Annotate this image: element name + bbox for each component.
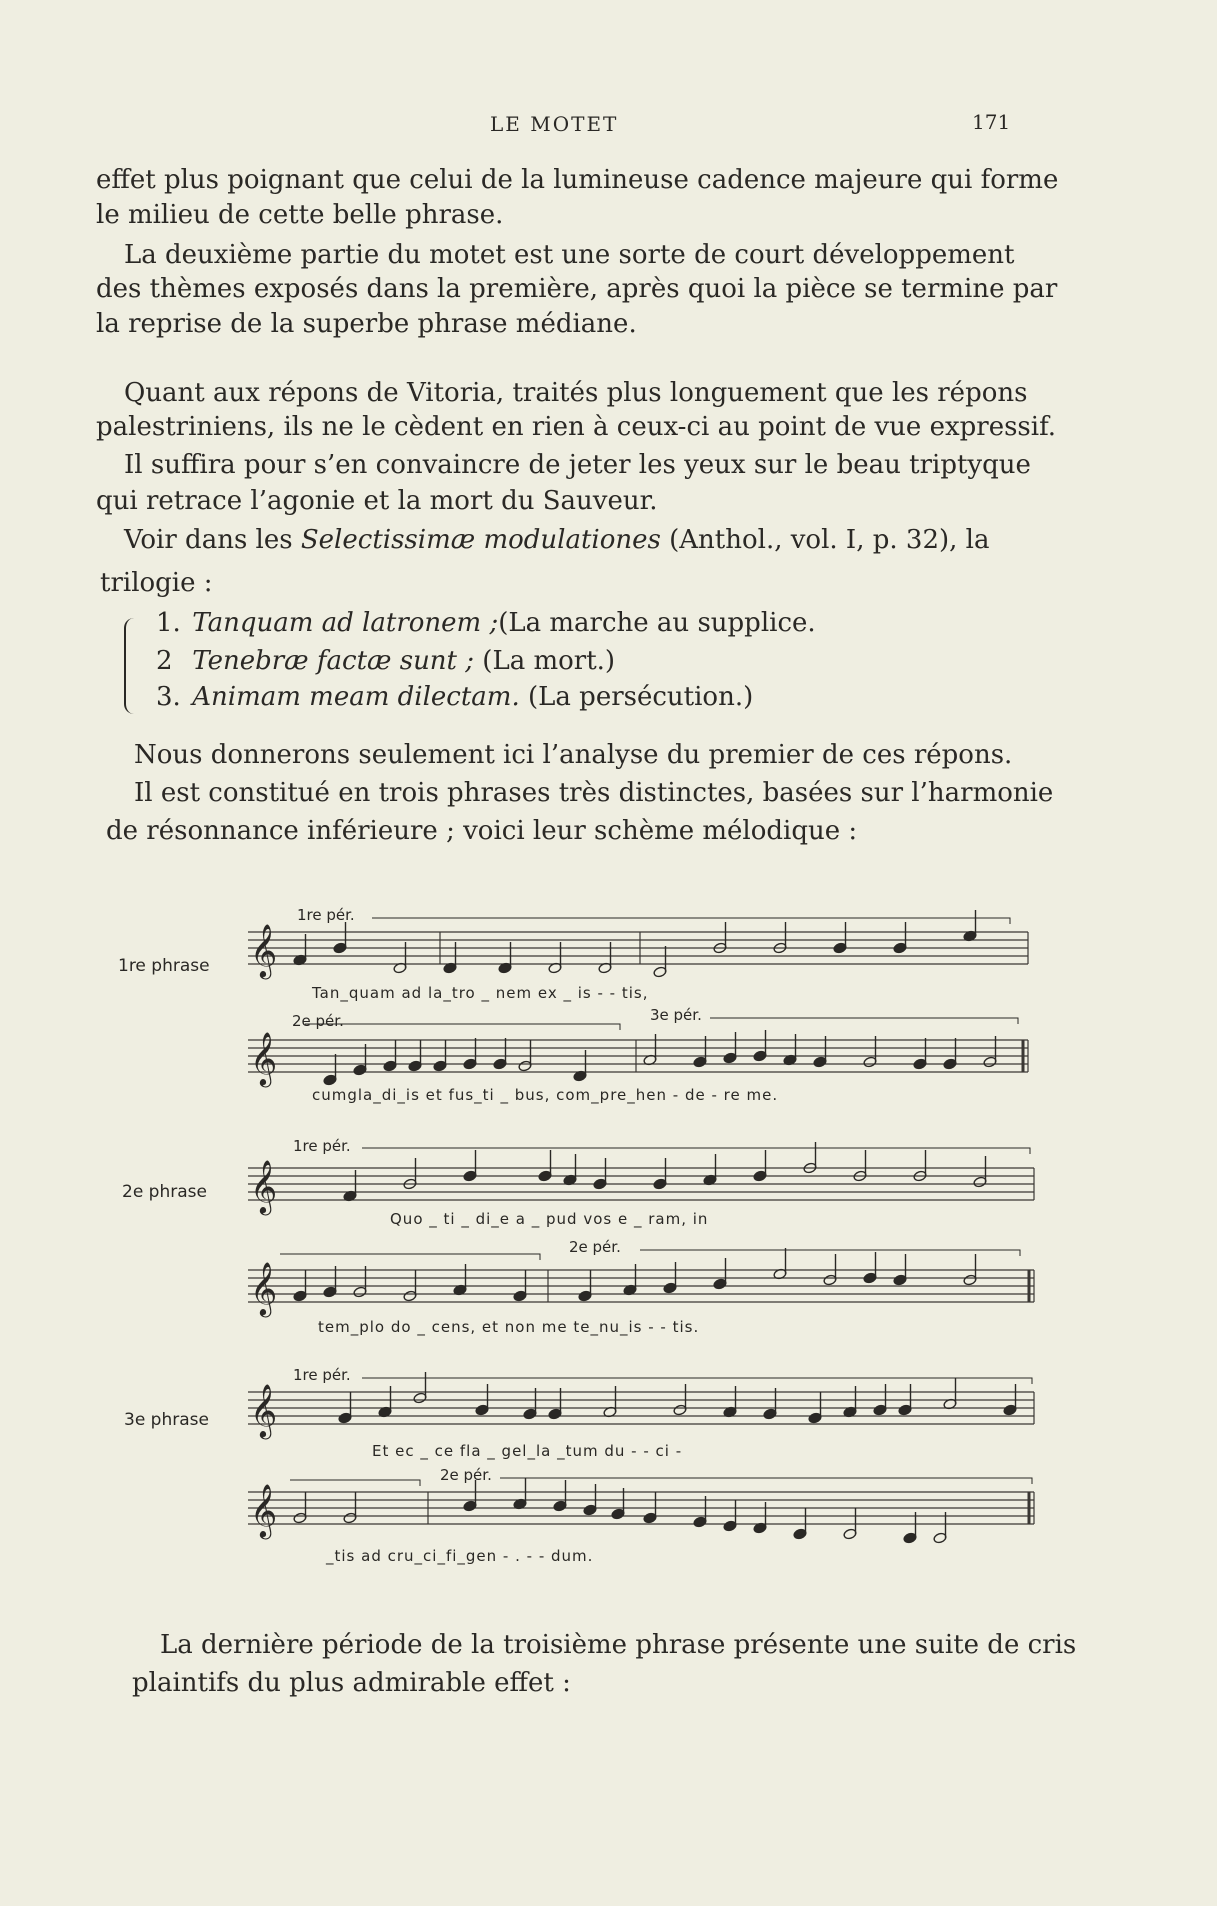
note-head xyxy=(498,962,512,974)
treble-clef-icon: 𝄞 xyxy=(250,1031,278,1085)
note-head xyxy=(403,1178,417,1190)
note-head xyxy=(333,942,347,954)
note-head xyxy=(773,942,787,954)
note-head xyxy=(983,1056,997,1068)
text-line xyxy=(124,523,1044,557)
note-head xyxy=(893,942,907,954)
period-label: 1re pér. xyxy=(293,1366,351,1384)
note-head xyxy=(293,1290,307,1302)
lyric-line: cumgla_di_is et fus_ti _ bus, com_pre_hen - de - re me. xyxy=(312,1086,779,1104)
period-label: 3e pér. xyxy=(650,1006,702,1024)
note-head xyxy=(408,1060,422,1072)
note-head xyxy=(823,1274,837,1286)
text-line: Il suffira pour s’en convaincre de jeter les yeux sur le beau triptyque xyxy=(124,450,1031,480)
text-line: Quant aux répons de Vitoria, traités plus longuement que les répons xyxy=(124,378,1028,408)
text-line: le milieu de cette belle phrase. xyxy=(96,200,504,230)
note-head xyxy=(623,1284,637,1296)
note-head xyxy=(723,1406,737,1418)
note-head xyxy=(343,1512,357,1524)
note-head xyxy=(713,942,727,954)
treble-clef-icon: 𝄞 xyxy=(250,1261,278,1315)
note-head xyxy=(963,1274,977,1286)
note-head xyxy=(353,1064,367,1076)
note-head xyxy=(863,1272,877,1284)
note-head xyxy=(443,962,457,974)
note-head xyxy=(753,1522,767,1534)
text-line: la reprise de la superbe phrase médiane. xyxy=(96,309,637,339)
note-head xyxy=(593,1178,607,1190)
note-head xyxy=(723,1052,737,1064)
note-head xyxy=(783,1054,797,1066)
text-line: palestriniens, ils ne le cèdent en rien à ceux-ci au point de vue expressif. xyxy=(96,412,1057,442)
note-head xyxy=(323,1074,337,1086)
text-line: Il est constitué en trois phrases très distinctes, basées sur l’harmonie xyxy=(134,778,1054,808)
note-head xyxy=(773,1268,787,1280)
note-head xyxy=(753,1050,767,1062)
treble-clef-icon: 𝄞 xyxy=(250,1159,278,1213)
running-title: LE MOTET xyxy=(490,112,619,136)
note-head xyxy=(643,1512,657,1524)
running-head xyxy=(0,112,1217,142)
note-head xyxy=(293,954,307,966)
note-head xyxy=(403,1290,417,1302)
note-head xyxy=(713,1278,727,1290)
lyric-line: Tan_quam ad la_tro _ nem ex _ is - - tis, xyxy=(312,984,649,1002)
note-head xyxy=(843,1406,857,1418)
period-label: 1re pér. xyxy=(297,906,355,924)
period-bracket xyxy=(280,1254,540,1260)
note-head xyxy=(753,1170,767,1182)
note-head xyxy=(518,1060,532,1072)
note-head xyxy=(583,1504,597,1516)
note-head xyxy=(573,1070,587,1082)
note-head xyxy=(653,1178,667,1190)
note-head xyxy=(653,966,667,978)
note-head xyxy=(598,962,612,974)
note-head xyxy=(893,1274,907,1286)
period-label: 2e pér. xyxy=(440,1466,492,1484)
note-head xyxy=(913,1170,927,1182)
treble-clef-icon: 𝄞 xyxy=(250,923,278,977)
period-label: 1re pér. xyxy=(293,1137,351,1155)
text-line: Nous donnerons seulement ici l’analyse du premier de ces répons. xyxy=(134,740,1013,770)
note-head xyxy=(563,1174,577,1186)
period-bracket xyxy=(640,1250,1020,1256)
note-head xyxy=(413,1392,427,1404)
lyric-line: tem_plo do _ cens, et non me te_nu_is - - tis. xyxy=(318,1318,700,1336)
note-head xyxy=(833,942,847,954)
page-number: 171 xyxy=(972,110,1011,134)
treble-clef-icon: 𝄞 xyxy=(250,1383,278,1437)
text-line: des thèmes exposés dans la première, après quoi la pièce se termine par xyxy=(96,274,1058,304)
note-head xyxy=(693,1516,707,1528)
text-line: trilogie : xyxy=(100,568,213,598)
lyric-line: Quo _ ti _ di_e a _ pud vos e _ ram, in xyxy=(390,1210,709,1228)
period-bracket xyxy=(305,1024,620,1030)
note-head xyxy=(343,1190,357,1202)
note-head xyxy=(475,1404,489,1416)
note-head xyxy=(643,1054,657,1066)
text-line: effet plus poignant que celui de la lumineuse cadence majeure qui forme xyxy=(96,165,1059,195)
treble-clef-icon: 𝄞 xyxy=(250,1483,278,1537)
text-line: qui retrace l’agonie et la mort du Sauveur. xyxy=(96,486,658,516)
note-head xyxy=(338,1412,352,1424)
period-label: 2e pér. xyxy=(292,1012,344,1030)
note-head xyxy=(611,1508,625,1520)
text-line: de résonnance inférieure ; voici leur schème mélodique : xyxy=(106,816,858,846)
note-head xyxy=(853,1170,867,1182)
lyric-line: _tis ad cru_ci_fi_gen - . - - dum. xyxy=(326,1547,594,1565)
note-head xyxy=(913,1058,927,1070)
note-head xyxy=(1003,1404,1017,1416)
text-run: Voir dans les xyxy=(124,525,301,555)
note-head xyxy=(903,1532,917,1544)
note-head xyxy=(578,1290,592,1302)
note-head xyxy=(898,1404,912,1416)
period-bracket xyxy=(362,1378,1032,1384)
note-head xyxy=(673,1404,687,1416)
note-head xyxy=(513,1290,527,1302)
note-head xyxy=(813,1056,827,1068)
period-bracket xyxy=(372,918,1010,924)
note-head xyxy=(603,1406,617,1418)
phrase-label: 3e phrase xyxy=(124,1410,209,1430)
brace xyxy=(124,618,140,714)
text-line: La dernière période de la troisième phrase présente une suite de cris xyxy=(160,1630,1077,1660)
trilogy-item: 1. Tanquam ad latronem ;(La marche au supplice. xyxy=(156,608,816,638)
text-run: (Anthol., vol. I, p. 32), la xyxy=(660,525,990,555)
note-head xyxy=(433,1060,447,1072)
lyric-line: Et ec _ ce fla _ gel_la _tum du - - ci - xyxy=(372,1442,683,1460)
note-head xyxy=(548,962,562,974)
note-head xyxy=(763,1408,777,1420)
note-head xyxy=(693,1056,707,1068)
note-head xyxy=(378,1406,392,1418)
note-head xyxy=(963,930,977,942)
note-head xyxy=(538,1170,552,1182)
text-line: plaintifs du plus admirable effet : xyxy=(132,1668,571,1698)
phrase-label: 2e phrase xyxy=(122,1182,207,1202)
note-head xyxy=(523,1408,537,1420)
note-head xyxy=(863,1056,877,1068)
note-head xyxy=(453,1284,467,1296)
note-head xyxy=(293,1512,307,1524)
note-head xyxy=(663,1282,677,1294)
period-bracket xyxy=(290,1480,420,1486)
work-title: Selectissimæ modulationes xyxy=(300,525,661,555)
trilogy-item: 2 Tenebræ factæ sunt ; (La mort.) xyxy=(156,646,616,676)
note-head xyxy=(803,1162,817,1174)
period-bracket xyxy=(500,1478,1032,1484)
period-label: 2e pér. xyxy=(569,1238,621,1256)
note-head xyxy=(943,1398,957,1410)
note-head xyxy=(463,1058,477,1070)
note-head xyxy=(843,1528,857,1540)
note-head xyxy=(793,1528,807,1540)
period-bracket xyxy=(362,1148,1030,1154)
note-head xyxy=(393,962,407,974)
note-head xyxy=(323,1286,337,1298)
note-head xyxy=(353,1286,367,1298)
period-bracket xyxy=(710,1018,1018,1024)
note-head xyxy=(513,1498,527,1510)
note-head xyxy=(383,1060,397,1072)
note-head xyxy=(553,1500,567,1512)
text-line: La deuxième partie du motet est une sorte de court développement xyxy=(124,240,1015,270)
note-head xyxy=(933,1532,947,1544)
note-head xyxy=(973,1176,987,1188)
phrase-label: 1re phrase xyxy=(118,956,210,976)
note-head xyxy=(943,1058,957,1070)
note-head xyxy=(808,1412,822,1424)
note-head xyxy=(548,1408,562,1420)
note-head xyxy=(463,1170,477,1182)
trilogy-item: 3. Animam meam dilectam. (La persécution.) xyxy=(156,682,754,712)
note-head xyxy=(873,1404,887,1416)
note-head xyxy=(463,1500,477,1512)
note-head xyxy=(493,1058,507,1070)
note-head xyxy=(703,1174,717,1186)
note-head xyxy=(723,1520,737,1532)
